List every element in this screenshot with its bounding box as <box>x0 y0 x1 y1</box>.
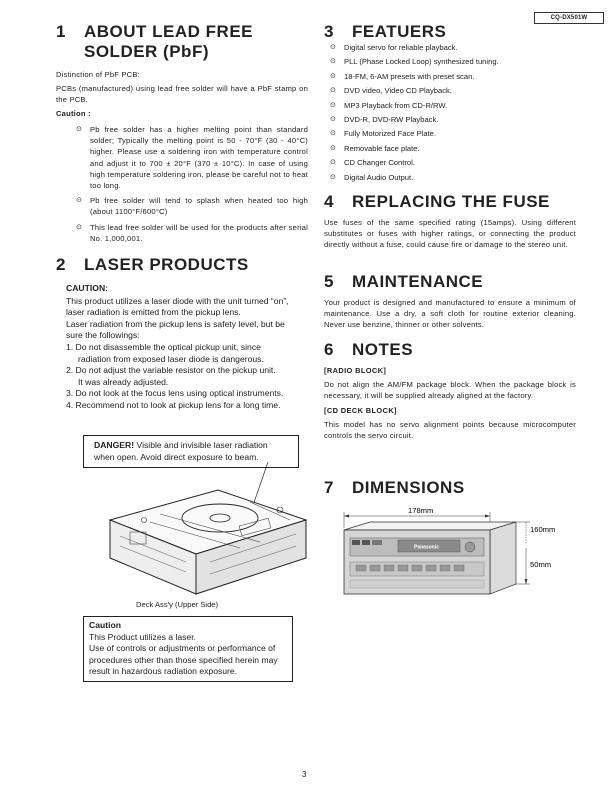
caution-box-line: procedures other than those specified herein may <box>89 654 278 665</box>
distinction-text: Distinction of PbF PCB: <box>56 70 140 79</box>
pcbs-text: PCBs (manufactured) using lead free solder will have a PbF stamp on the PCB. <box>56 84 308 105</box>
section-number: 4 <box>324 192 334 211</box>
circled-bullet-icon: ⊙ <box>330 58 336 66</box>
section-title: FEATUERS <box>352 22 447 41</box>
cd-deck-block-label: [CD DECK BLOCK] <box>324 405 397 415</box>
section-number: 2 <box>56 255 66 274</box>
laser-line: Laser radiation from the pickup lens is safety level, but be <box>66 318 285 329</box>
caution-box-line: Use of controls or adjustments or performance of <box>89 643 276 654</box>
brand-logo: Panasonic <box>414 544 440 551</box>
laser-line: sure the followings: <box>66 330 140 341</box>
circled-bullet-icon: ⊙ <box>76 197 83 205</box>
circled-bullet-icon: ⊙ <box>330 130 336 138</box>
circled-bullet-icon: ⊙ <box>330 87 336 95</box>
circled-bullet-icon: ⊙ <box>76 223 83 231</box>
list-item: ⊙ This lead free solder will be used for the products after serial No. 1,000,001. <box>76 222 308 243</box>
circled-bullet-icon: ⊙ <box>330 101 336 109</box>
list-item: ⊙ MP3 Playback from CD-R/RW. <box>330 99 580 113</box>
deck-assembly-illustration <box>100 462 312 600</box>
section-1-heading <box>56 22 316 62</box>
section-number: 1 <box>56 22 66 41</box>
height-label: 160mm <box>530 525 556 534</box>
section-number: 5 <box>324 272 334 291</box>
section-3-heading <box>324 22 584 42</box>
circled-bullet-icon: ⊙ <box>330 44 336 51</box>
list-item: ⊙ DVD video, Video CD Playback. <box>330 84 580 98</box>
danger-text-1: Visible and invisible laser radiation <box>134 440 268 450</box>
section-2-heading <box>56 255 316 275</box>
circled-bullet-icon: ⊙ <box>330 159 336 167</box>
radio-block-label: [RADIO BLOCK] <box>324 366 387 375</box>
section-title-line2: SOLDER (PbF) <box>84 42 209 61</box>
section-title: DIMENSIONS <box>352 478 465 497</box>
radio-block-text: Do not align the AM/FM package block. When the package block is necessary, it will be supplied already aligned at the factory. <box>324 380 576 401</box>
section-title: MAINTENANCE <box>352 272 484 291</box>
circled-bullet-icon: ⊙ <box>330 144 336 152</box>
list-item: ⊙ Digital Audio Output. <box>330 171 580 185</box>
section-title: LASER PRODUCTS <box>84 255 249 274</box>
caution-box-line: This Product utilizes a laser. <box>89 631 196 642</box>
section-number: 6 <box>324 340 334 359</box>
section-6-heading <box>324 340 584 360</box>
list-item: ⊙ CD Changer Control. <box>330 156 580 170</box>
depth-label: 50mm <box>530 560 552 569</box>
circled-bullet-icon: ⊙ <box>330 72 336 80</box>
list-item: ⊙ PLL (Phase Locked Loop) synthesized tuning. <box>330 55 580 69</box>
features-list <box>330 41 580 185</box>
list-item: ⊙ 18-FM, 6-AM presets with preset scan. <box>330 70 580 84</box>
laser-caution-box <box>83 616 293 682</box>
fuse-text: Use fuses of the same specified rating (15amps). Using different substitutes or fuses with higher ratings, or connecting the product directly without a fuse, could cause fire or damage to the stereo unit. <box>324 218 576 250</box>
figure-caption: Deck Ass'y (Upper Side) <box>136 600 219 609</box>
section-7-heading <box>324 478 584 498</box>
caution-heading: CAUTION: <box>66 283 109 293</box>
caution-box-title: Caution <box>89 620 121 630</box>
notes-body <box>324 365 576 441</box>
pbf-caution-list <box>76 124 308 244</box>
list-item: ⊙ DVD-R, DVD-RW Playback. <box>330 113 580 127</box>
cd-deck-block-text: This model has no servo alignment points because microcomputer controls the servo circuit. <box>324 419 576 441</box>
section-title: NOTES <box>352 340 414 359</box>
laser-item-cont: It was already adjusted. <box>78 376 169 387</box>
laser-item: 2. Do not adjust the variable resistor on the pickup unit. <box>66 365 276 376</box>
section-4-heading <box>324 192 584 212</box>
laser-line: This product utilizes a laser diode with the unit turned “on”, <box>66 295 289 306</box>
list-item: ⊙ Pb free solder will tend to splash when heated too high (about 1100°F/600°C) <box>76 196 308 217</box>
laser-item: 1. Do not disassemble the optical pickup unit, since <box>66 341 261 352</box>
laser-line: laser radiation is emitted from the pickup lens. <box>66 307 241 318</box>
laser-item-cont: radiation from exposed laser diode is dangerous. <box>78 353 264 364</box>
circled-bullet-icon: ⊙ <box>76 126 83 133</box>
circled-bullet-icon: ⊙ <box>330 116 336 124</box>
circled-bullet-icon: ⊙ <box>330 173 336 181</box>
list-item: ⊙ Digital servo for reliable playback. <box>330 41 580 55</box>
caution-label: Caution : <box>56 108 91 118</box>
laser-item: 4. Recommend not to look at pickup lens for a long time. <box>66 399 281 410</box>
list-item: ⊙ Pb free solder has a higher melting point than standard solder; Typically the melting point is 50 - 70°F (30 - 40°C) higher. Please use a soldering iron with temperature control and adjust it to 700 ± 20°F (370 ± 10°C). In case of using high temperature soldering iron, please be careful not to heat too long. <box>76 125 308 191</box>
section-5-heading <box>324 272 584 292</box>
width-label: 178mm <box>408 506 434 515</box>
laser-caution-text <box>66 283 316 412</box>
list-item: ⊙ Removable face plate. <box>330 142 580 156</box>
danger-word: DANGER! <box>94 440 135 450</box>
maintenance-text: Your product is designed and manufactured to ensure a minimum of maintenance. Use a dry, a soft cloth for routine exterior cleaning. Never use benzine, thinner or other solvents. <box>324 298 576 330</box>
section-1-body <box>56 69 308 119</box>
page-number: 3 <box>302 770 307 779</box>
section-number: 3 <box>324 22 334 41</box>
dimensions-diagram <box>330 504 566 612</box>
section-title: ABOUT LEAD FREE <box>84 22 253 41</box>
caution-box-line: result in hazardous radiation exposure. <box>89 666 238 677</box>
section-number: 7 <box>324 478 334 497</box>
danger-text-2: when open. Avoid direct exposure to beam. <box>94 451 259 462</box>
list-item: ⊙ Fully Motorized Face Plate. <box>330 127 580 141</box>
model-number-box: CQ-DX501W <box>534 12 604 24</box>
laser-item: 3. Do not look at the focus lens using optical instruments. <box>66 388 284 399</box>
section-title: REPLACING THE FUSE <box>352 192 550 211</box>
